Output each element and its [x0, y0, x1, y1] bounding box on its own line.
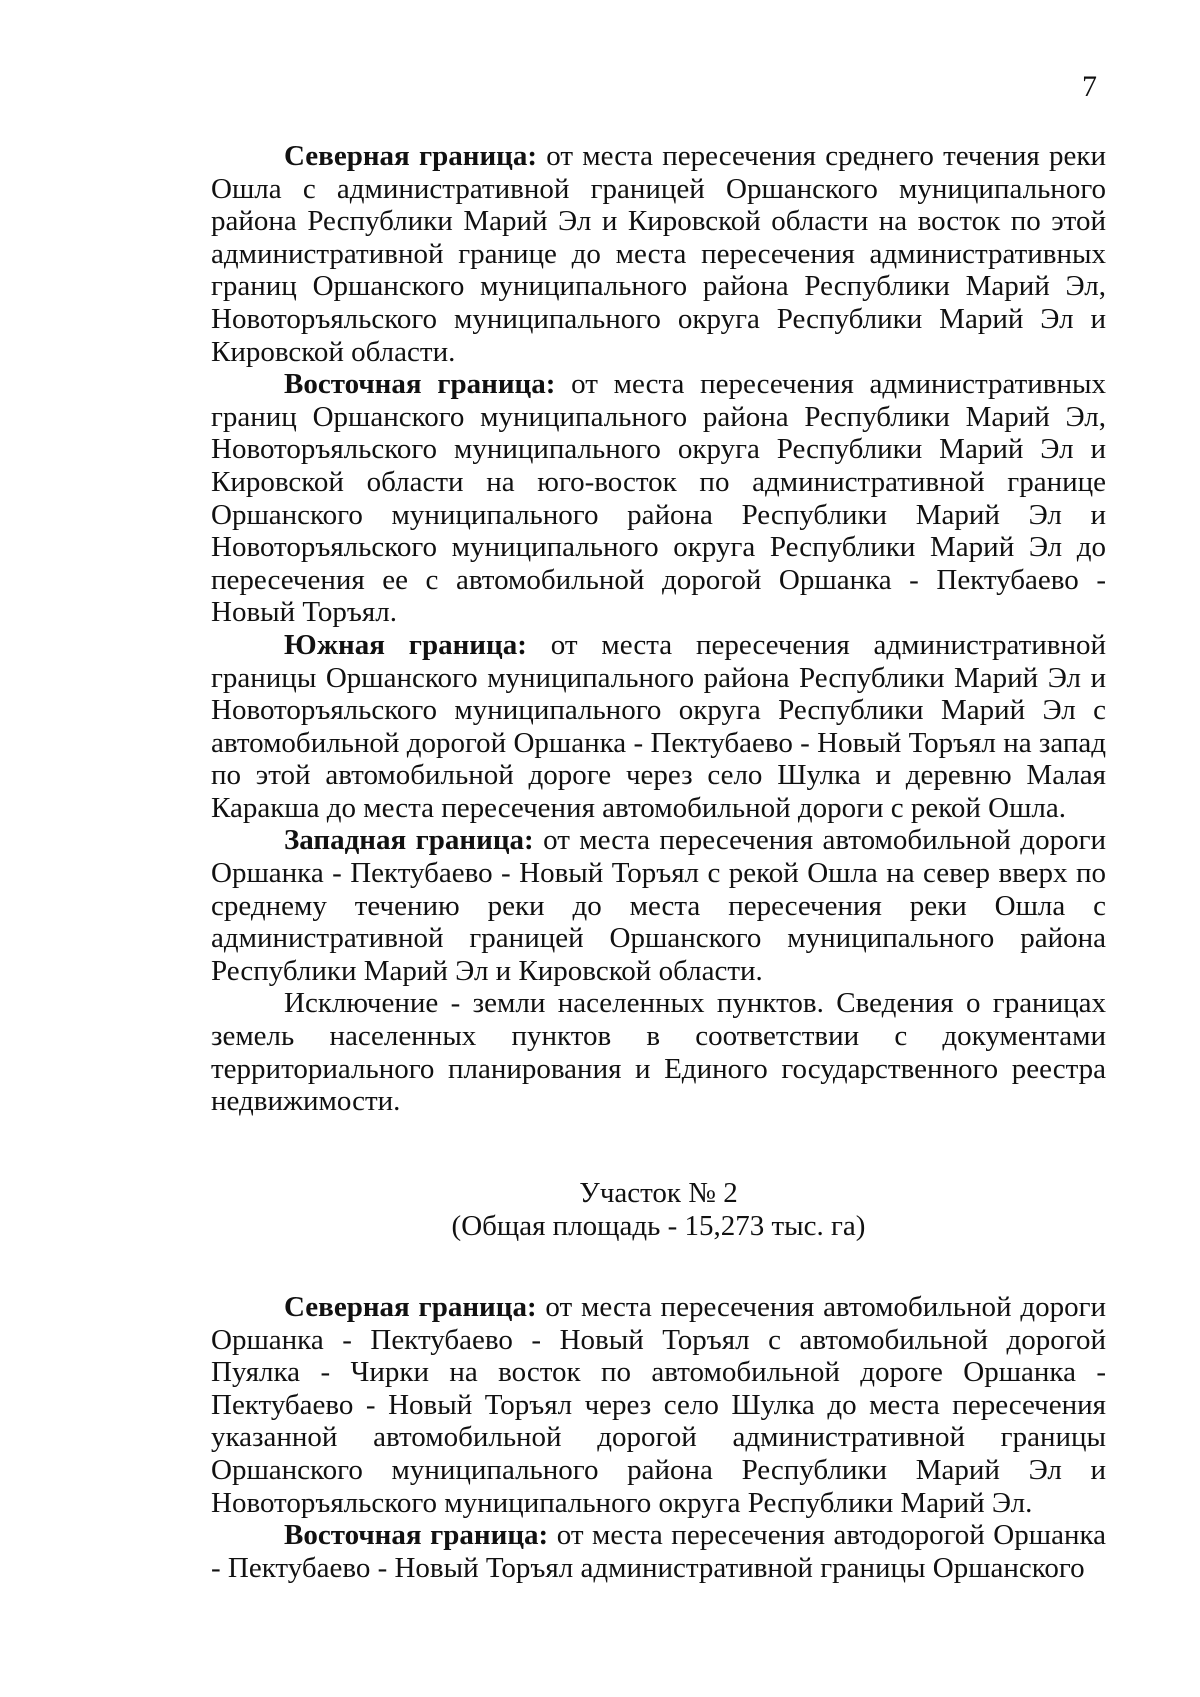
paragraph-text: от места пересечения автомобильной дороги Оршанка - Пектубаево - Новый Торъял с рекой Ошла на север вверх по среднему течению реки до места пересечения реки Ошла с административной границей Оршанского муниципального района Республики Марий Эл и Кировской области.	[211, 824, 1106, 987]
section-subtitle: (Общая площадь - 15,273 тыс. га)	[451, 1210, 866, 1242]
section-2-text	[211, 1291, 1106, 1584]
section-title: Участок № 2	[579, 1177, 738, 1209]
paragraph-label: Восточная граница:	[284, 368, 556, 401]
paragraph-text: от места пересечения среднего течения реки Ошла с административной границей Оршанского муниципального района Республики Марий Эл и Кировской области на восток по этой административной границе до места пересечения административных границ Оршанского муниципального района Республики Марий Эл, Новоторъяльского муниципального округа Республики Марий Эл и Кировской области.	[211, 140, 1106, 368]
paragraph-text: от места пересечения автомобильной дороги Оршанка - Пектубаево - Новый Торъял с автомобильной дорогой Пуялка - Чирки на восток по автомобильной дороге Оршанка - Пектубаево - Новый Торъял через село Шулка до места пересечения указанной автомобильной дорогой административной границы Оршанского муниципального района Республики Марий Эл и Новоторъяльского муниципального округа Республики Марий Эл.	[211, 1291, 1106, 1519]
paragraph-text: от места пересечения административных границ Оршанского муниципального района Республики Марий Эл, Новоторъяльского муниципального округа Республики Марий Эл и Кировской области на юго-восток по административной границе Оршанского муниципального района Республики Марий Эл и Новоторъяльского муниципального округа Республики Марий Эл до пересечения ее с автомобильной дорогой Оршанка - Пектубаево - Новый Торъял.	[211, 368, 1106, 629]
north-border-paragraph	[211, 140, 1106, 368]
east-border-paragraph	[211, 368, 1106, 629]
paragraph-text: Исключение - земли населенных пунктов. Сведения о границах земель населенных пунктов в соответствии с документами территориального планирования и Единого государственного реестра недвижимости.	[211, 987, 1106, 1118]
paragraph-label: Западная граница:	[284, 824, 534, 857]
south-border-paragraph	[211, 629, 1106, 825]
exclusion-paragraph	[211, 987, 1106, 1117]
north-border-paragraph	[211, 1291, 1106, 1519]
east-border-paragraph	[211, 1519, 1106, 1584]
west-border-paragraph	[211, 824, 1106, 987]
paragraph-label: Северная граница:	[284, 1291, 537, 1323]
paragraph-label: Восточная граница:	[284, 1519, 549, 1552]
paragraph-text: от места пересечения автодорогой Оршанка - Пектубаево - Новый Торъял административной границы Оршанского	[211, 1519, 1106, 1584]
paragraph-label: Северная граница:	[284, 140, 538, 172]
section-1-text	[211, 140, 1106, 1118]
section-2-heading	[211, 1177, 1106, 1243]
page-number: 7	[1082, 70, 1097, 103]
paragraph-text: от места пересечения административной границы Оршанского муниципального района Республики Марий Эл и Новоторъяльского муниципального округа Республики Марий Эл с автомобильной дорогой Оршанка - Пектубаево - Новый Торъял на запад по этой автомобильной дороге через село Шулка и деревню Малая Каракша до места пересечения автомобильной дороги с рекой Ошла.	[211, 628, 1106, 824]
paragraph-label: Южная граница:	[284, 628, 527, 661]
